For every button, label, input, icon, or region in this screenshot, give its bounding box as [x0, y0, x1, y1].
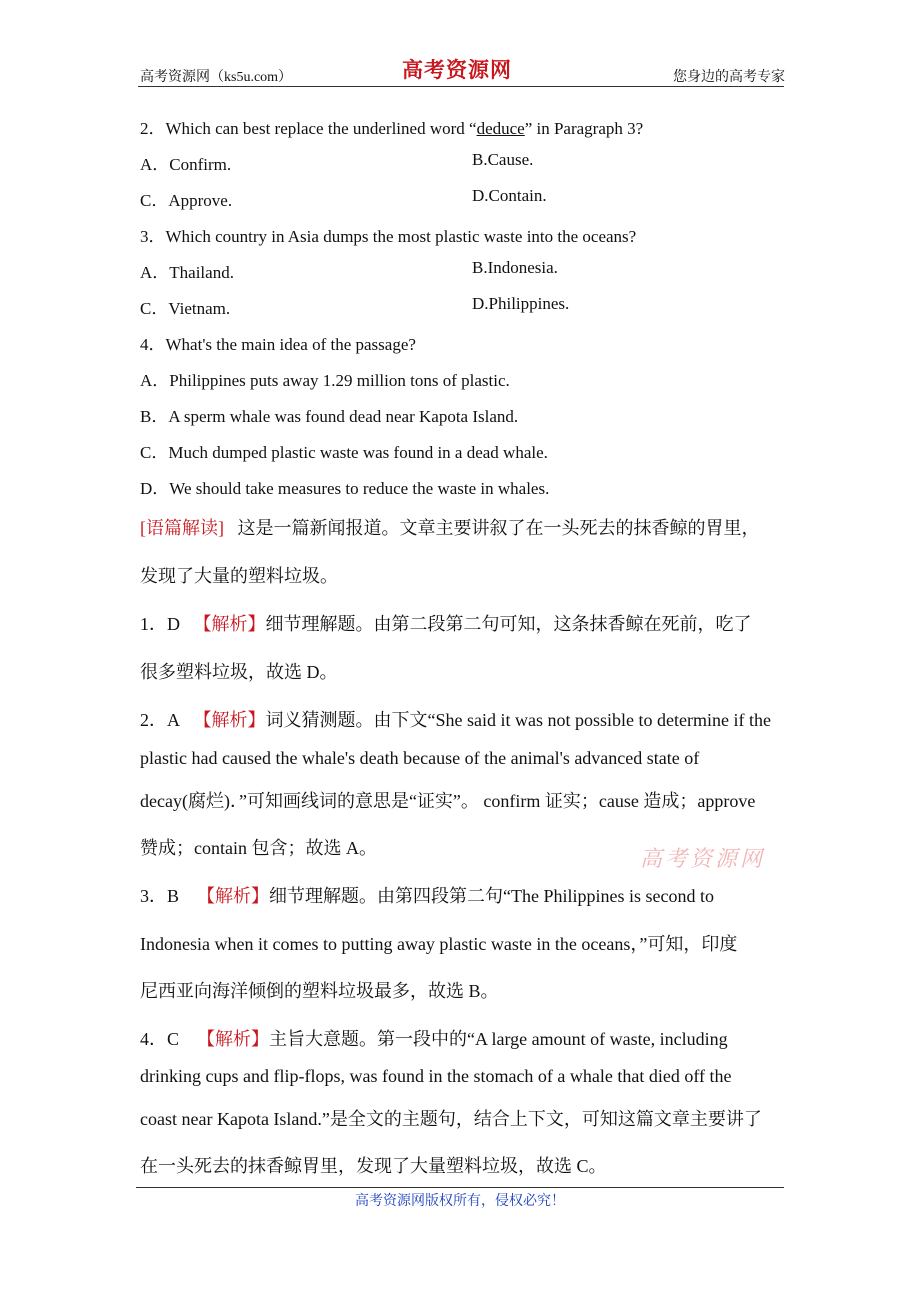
header-right: 您身边的高考专家 — [673, 70, 785, 85]
header-logo: 高考资源网 — [402, 58, 512, 82]
analysis-tag: 【解析】 — [193, 614, 266, 634]
footer-copyright: 高考资源网版权所有，侵权必究！ — [355, 1194, 565, 1209]
q2-option-a: A．Confirm. — [140, 155, 232, 174]
answer-4-line-3: coast near Kapota Island.”是全文的主题句，结合上下文，可知这篇文章主要讲了 — [140, 1109, 762, 1129]
intro-tag: [语篇解读] — [140, 518, 224, 538]
q4-option-d: D．We should take measures to reduce the waste in whales. — [140, 479, 550, 498]
q3-option-b: B.Indonesia. — [472, 258, 558, 277]
watermark: 高考资源网 — [640, 846, 766, 871]
q2-option-c: C．Approve. — [140, 191, 233, 210]
answer-2-line-4: 赞成；contain 包含；故选 A。 — [140, 838, 377, 858]
passage-intro-line-2: 发现了大量的塑料垃圾。 — [140, 566, 338, 586]
answer-3-line-1: 3．B 【解析】细节理解题。由第四段第二句“The Philippines is second to — [140, 886, 714, 906]
answer-2-line-1: 2．A 【解析】词义猜测题。由下文“She said it was not possible to determine if the — [140, 710, 771, 730]
analysis-tag: 【解析】 — [197, 1029, 270, 1049]
analysis-tag: 【解析】 — [193, 710, 266, 730]
footer-divider — [136, 1187, 784, 1188]
answer-3-line-3: 尼西亚向海洋倾倒的塑料垃圾最多，故选 B。 — [140, 981, 499, 1001]
question-2-stem: 2．Which can best replace the underlined word “deduce” in Paragraph 3? — [140, 119, 644, 138]
answer-2-line-3: decay(腐烂)．”可知画线词的意思是“证实”。 confirm 证实；cause 造成；approve — [140, 791, 756, 811]
answer-4-line-4: 在一头死去的抹香鲸胃里，发现了大量塑料垃圾，故选 C。 — [140, 1156, 607, 1176]
header-left: 高考资源网（ks5u.com） — [140, 70, 293, 85]
question-4-stem: 4．What's the main idea of the passage? — [140, 335, 416, 354]
q4-option-b: B．A sperm whale was found dead near Kapota Island. — [140, 407, 519, 426]
answer-4-line-1: 4．C 【解析】主旨大意题。第一段中的“A large amount of waste, including — [140, 1029, 728, 1049]
q4-option-a: A．Philippines puts away 1.29 million tons of plastic. — [140, 371, 510, 390]
q3-option-d: D.Philippines. — [472, 294, 570, 313]
q3-option-a: A．Thailand. — [140, 263, 234, 282]
underlined-word: deduce — [476, 119, 525, 138]
answer-4-line-2: drinking cups and flip-flops, was found in the stomach of a whale that died off the — [140, 1066, 732, 1086]
header-divider — [138, 86, 784, 87]
answer-1-line-2: 很多塑料垃圾，故选 D。 — [140, 662, 338, 682]
passage-intro-line-1: [语篇解读] 这是一篇新闻报道。文章主要讲叙了在一头死去的抹香鲸的胃里， — [140, 518, 760, 538]
analysis-tag: 【解析】 — [197, 886, 270, 906]
question-3-stem: 3．Which country in Asia dumps the most plastic waste into the oceans? — [140, 227, 637, 246]
answer-3-line-2: Indonesia when it comes to putting away plastic waste in the oceans，”可知，印度 — [140, 934, 738, 954]
answer-2-line-2: plastic had caused the whale's death because of the animal's advanced state of — [140, 748, 700, 768]
q3-option-c: C．Vietnam. — [140, 299, 231, 318]
answer-1-line-1: 1．D 【解析】细节理解题。由第二段第二句可知，这条抹香鲸在死前，吃了 — [140, 614, 752, 634]
q2-option-d: D.Contain. — [472, 186, 547, 205]
q4-option-c: C．Much dumped plastic waste was found in a dead whale. — [140, 443, 548, 462]
q2-option-b: B.Cause. — [472, 150, 534, 169]
